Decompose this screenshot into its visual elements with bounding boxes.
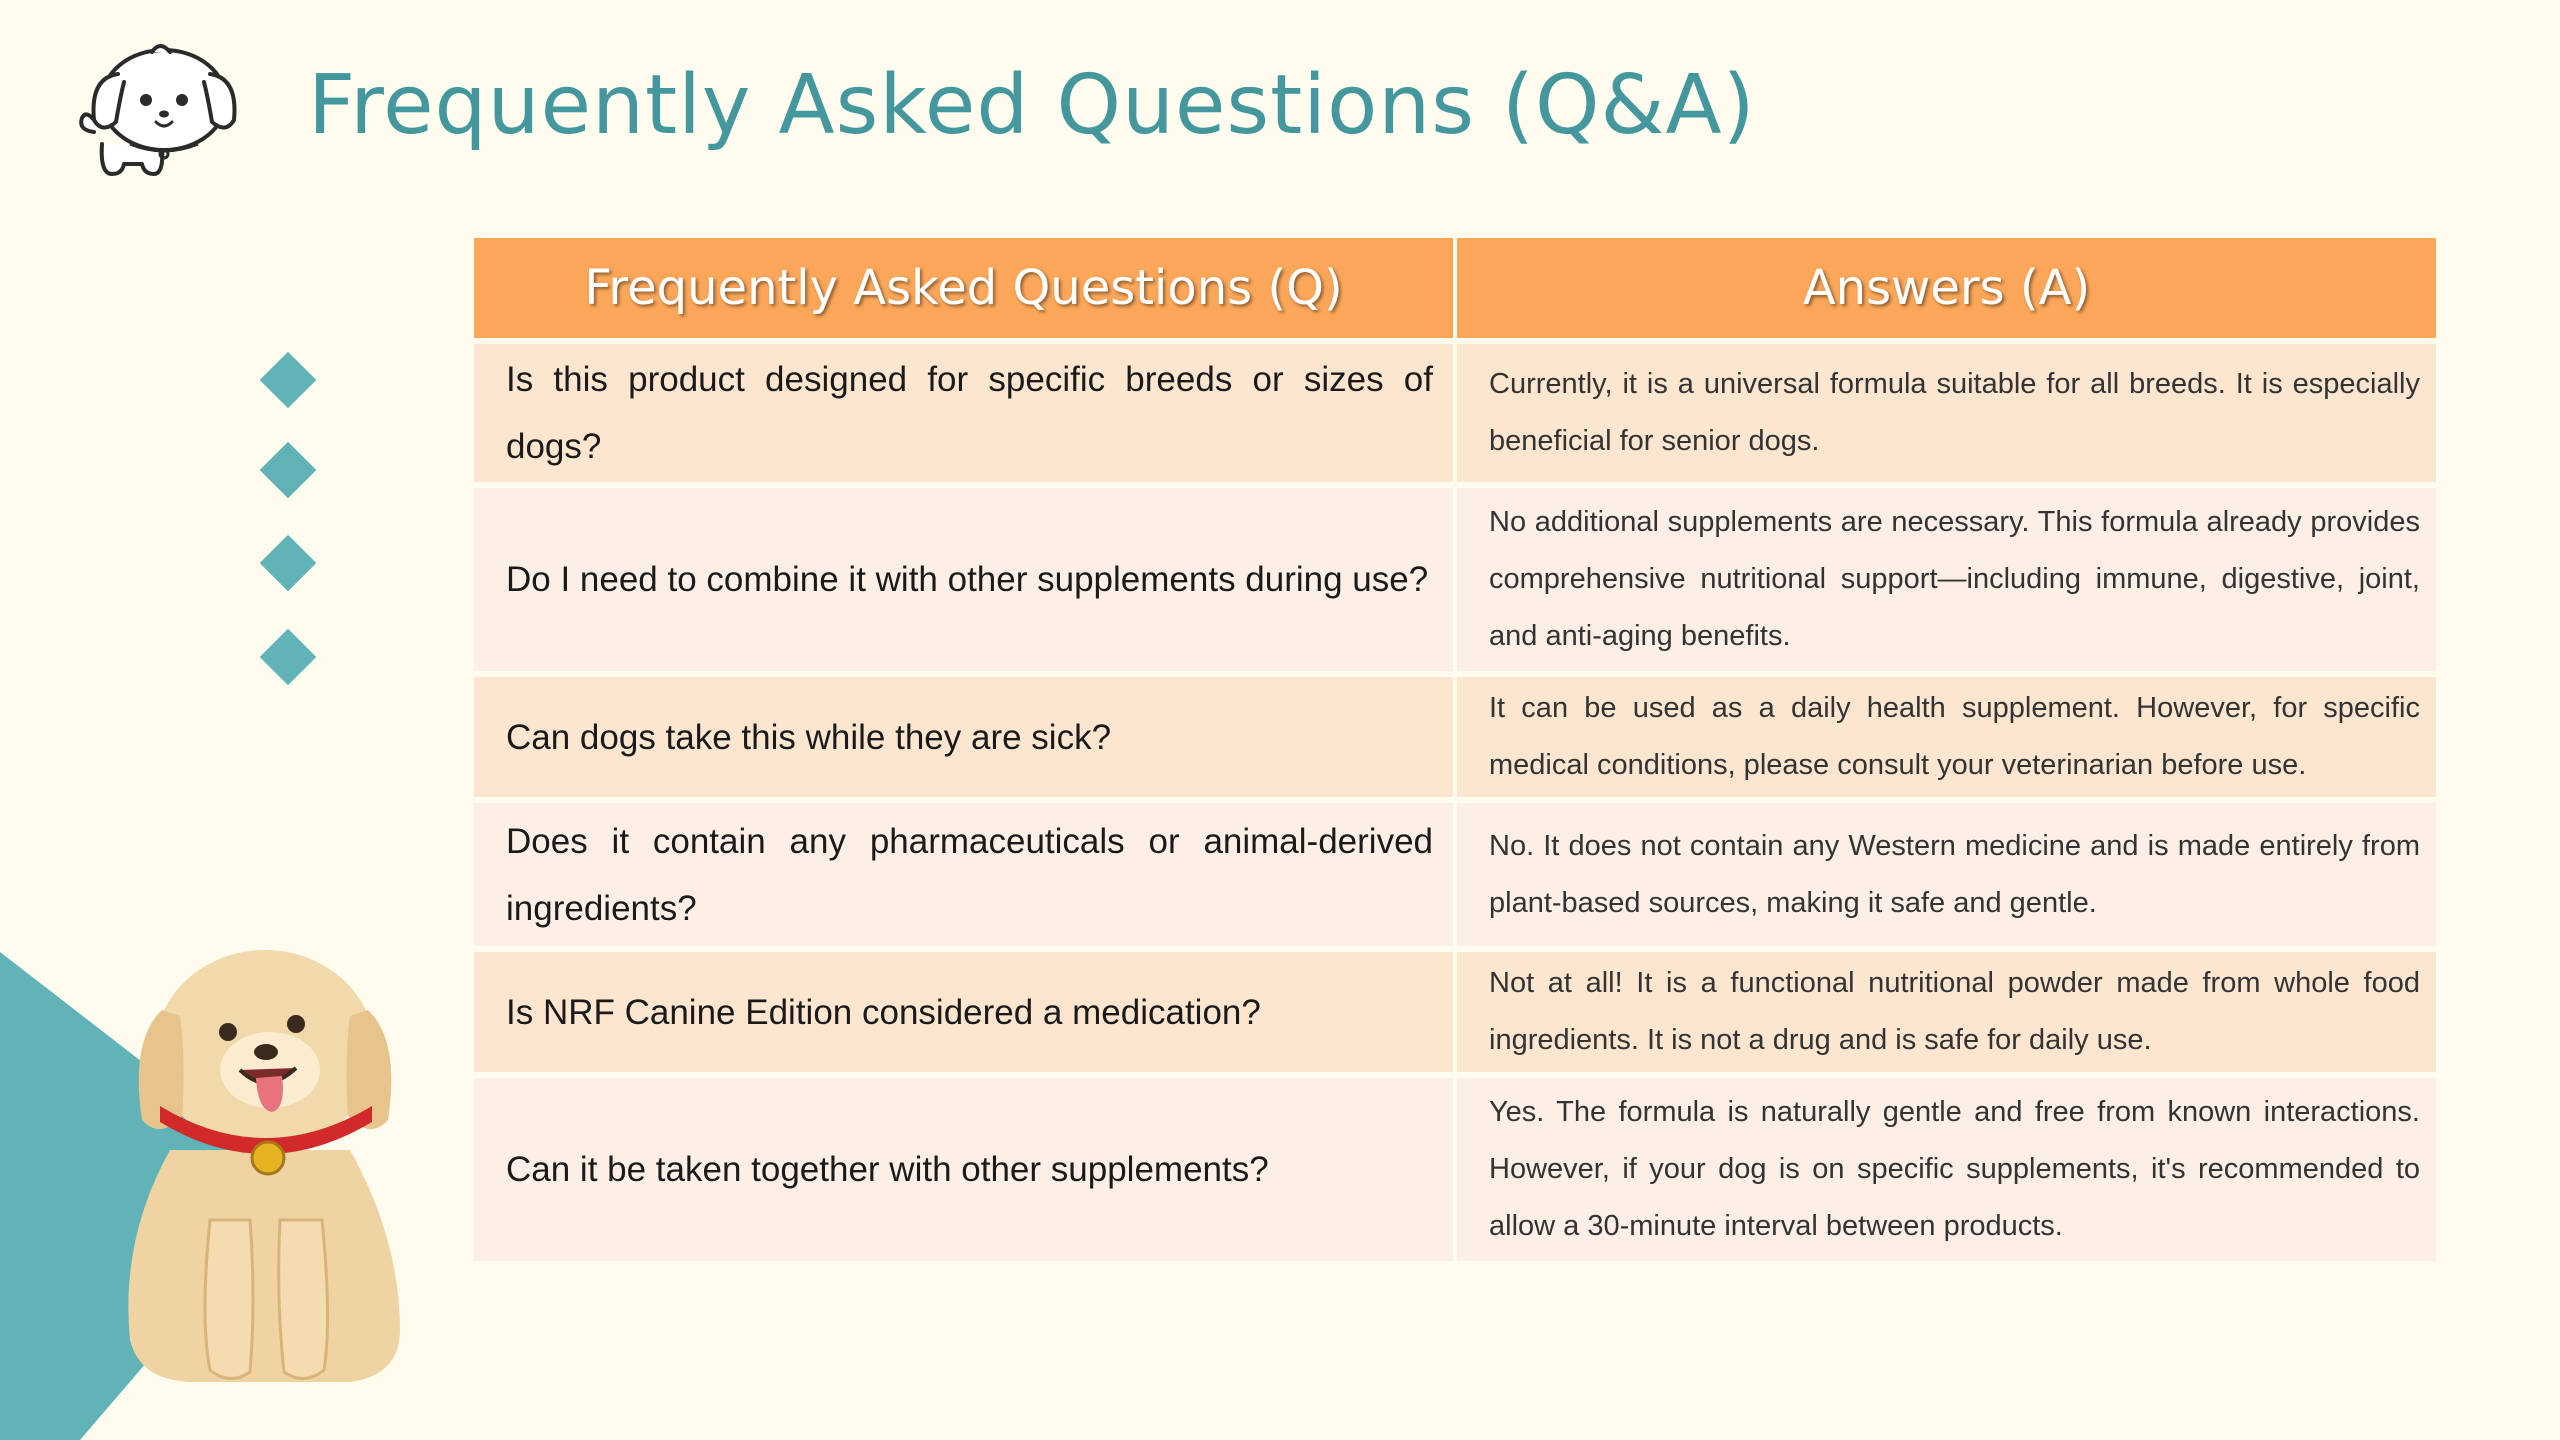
answer-cell: It can be used as a daily health supplement. However, for specific medical conditions, please consult your veterinarian before use.	[1457, 677, 2436, 797]
table-row	[474, 488, 2436, 671]
faq-table	[470, 232, 2440, 1267]
table-header-row	[474, 238, 2436, 338]
question-cell: Is this product designed for specific breeds or sizes of dogs?	[474, 344, 1453, 482]
table-row	[474, 344, 2436, 482]
teal-diamond-icon	[260, 629, 317, 686]
question-cell: Is NRF Canine Edition considered a medication?	[474, 952, 1453, 1072]
answer-cell: Currently, it is a universal formula suitable for all breeds. It is especially beneficial for senior dogs.	[1457, 344, 2436, 482]
teal-diamond-icon	[260, 442, 317, 499]
answer-cell: No additional supplements are necessary. This formula already provides comprehensive nutritional support—including immune, digestive, joint, and anti-aging benefits.	[1457, 488, 2436, 671]
answer-cell: Not at all! It is a functional nutritional powder made from whole food ingredients. It is not a drug and is safe for daily use.	[1457, 952, 2436, 1072]
teal-diamond-icon	[260, 352, 317, 409]
table-row	[474, 803, 2436, 946]
table-row	[474, 677, 2436, 797]
question-cell: Does it contain any pharmaceuticals or animal-derived ingredients?	[474, 803, 1453, 946]
page-title: Frequently Asked Questions (Q&A)	[308, 58, 1756, 153]
table-row	[474, 1078, 2436, 1261]
teal-diamond-icon	[260, 535, 317, 592]
sitting-puppy-illustration	[100, 920, 430, 1390]
table-row	[474, 952, 2436, 1072]
puppy-logo-icon	[72, 34, 252, 184]
question-cell: Can it be taken together with other supplements?	[474, 1078, 1453, 1261]
question-cell: Can dogs take this while they are sick?	[474, 677, 1453, 797]
question-column-header: Frequently Asked Questions (Q)	[474, 238, 1453, 338]
answer-column-header: Answers (A)	[1457, 238, 2436, 338]
answer-cell: Yes. The formula is naturally gentle and free from known interactions. However, if your dog is on specific supplements, it's recommended to allow a 30-minute interval between products.	[1457, 1078, 2436, 1261]
question-cell: Do I need to combine it with other supplements during use?	[474, 488, 1453, 671]
answer-cell: No. It does not contain any Western medicine and is made entirely from plant-based sources, making it safe and gentle.	[1457, 803, 2436, 946]
